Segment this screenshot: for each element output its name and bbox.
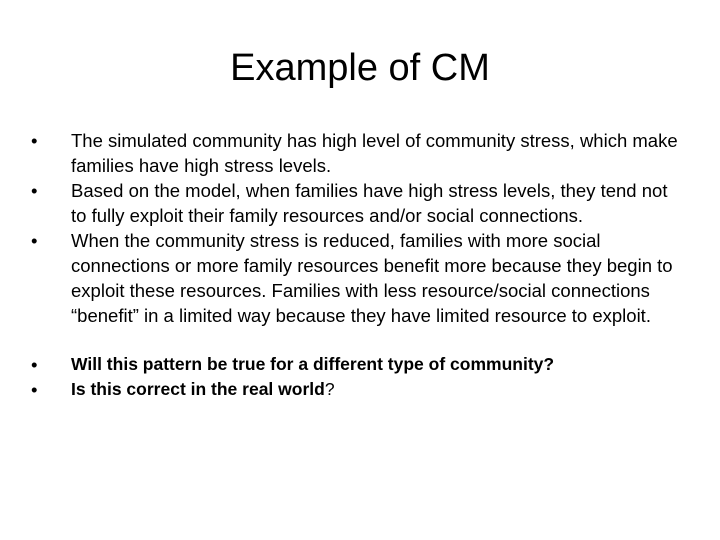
question-bold-text: Is this correct in the real world	[71, 379, 325, 399]
bullet-icon: •	[31, 379, 38, 400]
bullet-text: When the community stress is reduced, families with more social connections or more family resources benefit more because they begin to exploit these resources. Families with less resource/social connections “benefit” in a limited way because they have limited resource to exploit.	[71, 230, 673, 326]
slide-body	[31, 128, 681, 402]
bullet-icon: •	[31, 180, 38, 201]
bullet-point	[31, 128, 681, 178]
question-plain-text: ?	[324, 379, 335, 399]
bullet-icon: •	[31, 130, 38, 151]
question-point	[31, 377, 681, 402]
question-bold-text: Will this pattern be true for a different type of community?	[71, 354, 555, 374]
bullet-text: The simulated community has high level of community stress, which make families have high stress levels.	[71, 130, 678, 176]
bullet-icon: •	[31, 230, 38, 251]
bullet-point	[31, 178, 681, 228]
bullet-list-questions	[31, 352, 681, 402]
slide-title: Example of CM	[230, 47, 490, 89]
question-point	[31, 352, 681, 377]
bullet-point	[31, 228, 681, 328]
bullet-text: Based on the model, when families have high stress levels, they tend not to fully exploit their family resources and/or social connections.	[71, 180, 668, 226]
bullet-list-main	[31, 128, 681, 328]
bullet-icon: •	[31, 354, 38, 375]
